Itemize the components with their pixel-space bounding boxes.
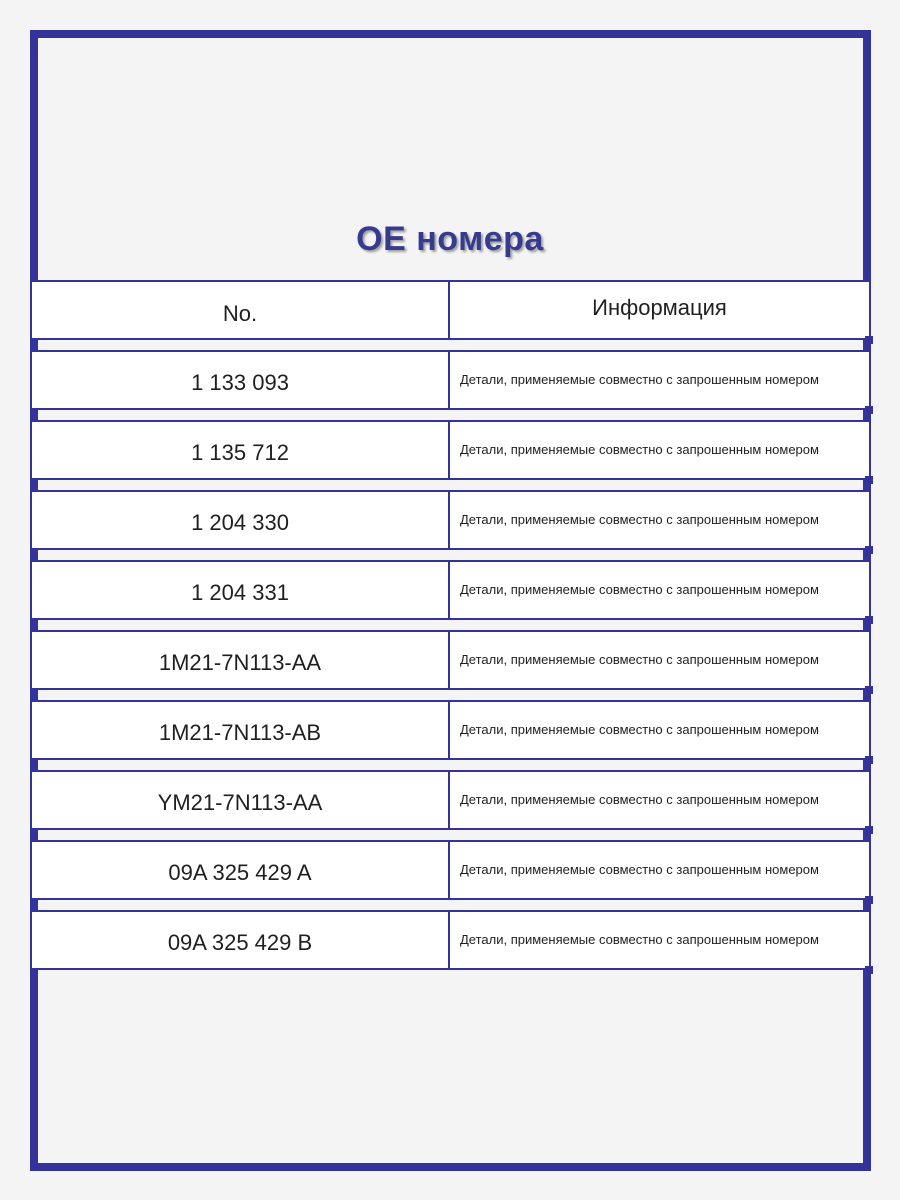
info-cell: Детали, применяемые совместно с запрошенным номером (450, 560, 871, 620)
table-row (30, 910, 871, 970)
table-row (30, 770, 871, 830)
oe-number-cell: 1M21-7N113-AB (30, 700, 450, 760)
page-title: OE номера (356, 220, 544, 258)
table-row (30, 350, 871, 410)
info-cell: Детали, применяемые совместно с запрошенным номером (450, 840, 871, 900)
table-row (30, 490, 871, 550)
info-cell: Детали, применяемые совместно с запрошенным номером (450, 770, 871, 830)
info-cell: Детали, применяемые совместно с запрошенным номером (450, 700, 871, 760)
table-header-row (30, 280, 871, 340)
info-cell: Детали, применяемые совместно с запрошенным номером (450, 420, 871, 480)
table-row (30, 630, 871, 690)
oe-number-cell: 1 204 330 (30, 490, 450, 550)
oe-number-cell: 1M21-7N113-AA (30, 630, 450, 690)
oe-number-cell: 1 204 331 (30, 560, 450, 620)
oe-number-cell: YM21-7N113-AA (30, 770, 450, 830)
oe-numbers-table (30, 280, 871, 980)
table-row (30, 700, 871, 760)
oe-number-cell: 1 133 093 (30, 350, 450, 410)
column-header-info: Информация (450, 280, 871, 340)
column-header-no: No. (30, 280, 450, 340)
table-row (30, 420, 871, 480)
oe-number-cell: 09A 325 429 A (30, 840, 450, 900)
table-row (30, 560, 871, 620)
info-cell: Детали, применяемые совместно с запрошенным номером (450, 910, 871, 970)
info-cell: Детали, применяемые совместно с запрошенным номером (450, 490, 871, 550)
table-row (30, 840, 871, 900)
oe-number-cell: 09A 325 429 B (30, 910, 450, 970)
info-cell: Детали, применяемые совместно с запрошенным номером (450, 350, 871, 410)
oe-number-cell: 1 135 712 (30, 420, 450, 480)
info-cell: Детали, применяемые совместно с запрошенным номером (450, 630, 871, 690)
